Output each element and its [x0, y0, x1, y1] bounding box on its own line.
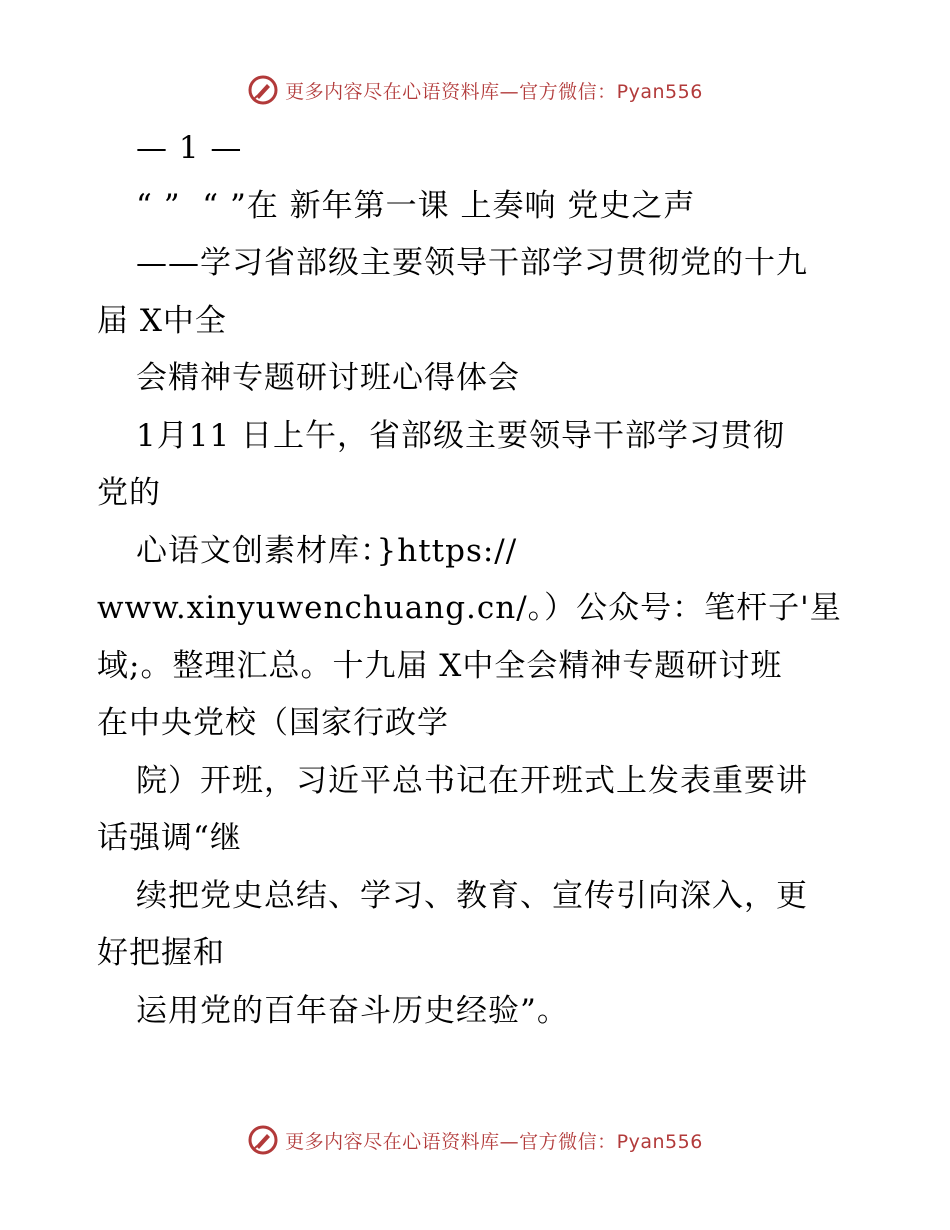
text-line: 在中央党校（国家行政学 [97, 705, 449, 741]
footer-watermark [0, 1120, 950, 1160]
header-watermark [0, 70, 950, 110]
text-line: “ ” “ ”在 新年第一课 上奏响 党史之声 [136, 187, 696, 224]
text-line: 党的 [97, 475, 161, 511]
text-line: 话强调“继 [97, 820, 242, 856]
watermark-text: 更多内容尽在心语资料库—官方微信：Pyan556 [285, 1130, 703, 1153]
text-line: 续把党史总结、学习、教育、宣传引向深入，更 [136, 877, 808, 914]
watermark-text: 更多内容尽在心语资料库—官方微信：Pyan556 [285, 80, 703, 103]
document-body [97, 120, 857, 1040]
text-line: 1月11 日上午，省部级主要领导干部学习贯彻 [136, 417, 786, 454]
pen-logo-icon [247, 1124, 279, 1156]
text-line: 域;。整理汇总。十九届 X中全会精神专题研讨班 [97, 647, 783, 684]
text-line: www.xinyuwenchuang.cn/。）公众号：笔杆子'星 [97, 590, 842, 626]
text-line: 会精神专题研讨班心得体会 [136, 360, 520, 396]
text-line: 院）开班，习近平总书记在开班式上发表重要讲 [136, 762, 808, 799]
text-line: 心语文创素材库：}https:// [136, 532, 518, 569]
pen-logo-icon [247, 74, 279, 106]
text-line: 运用党的百年奋斗历史经验”。 [136, 992, 569, 1029]
text-line: 好把握和 [97, 935, 225, 971]
text-line: 届 X中全 [97, 302, 227, 339]
text-line: ——学习省部级主要领导干部学习贯彻党的十九 [136, 245, 808, 281]
text-line: — 1 — [136, 130, 243, 166]
